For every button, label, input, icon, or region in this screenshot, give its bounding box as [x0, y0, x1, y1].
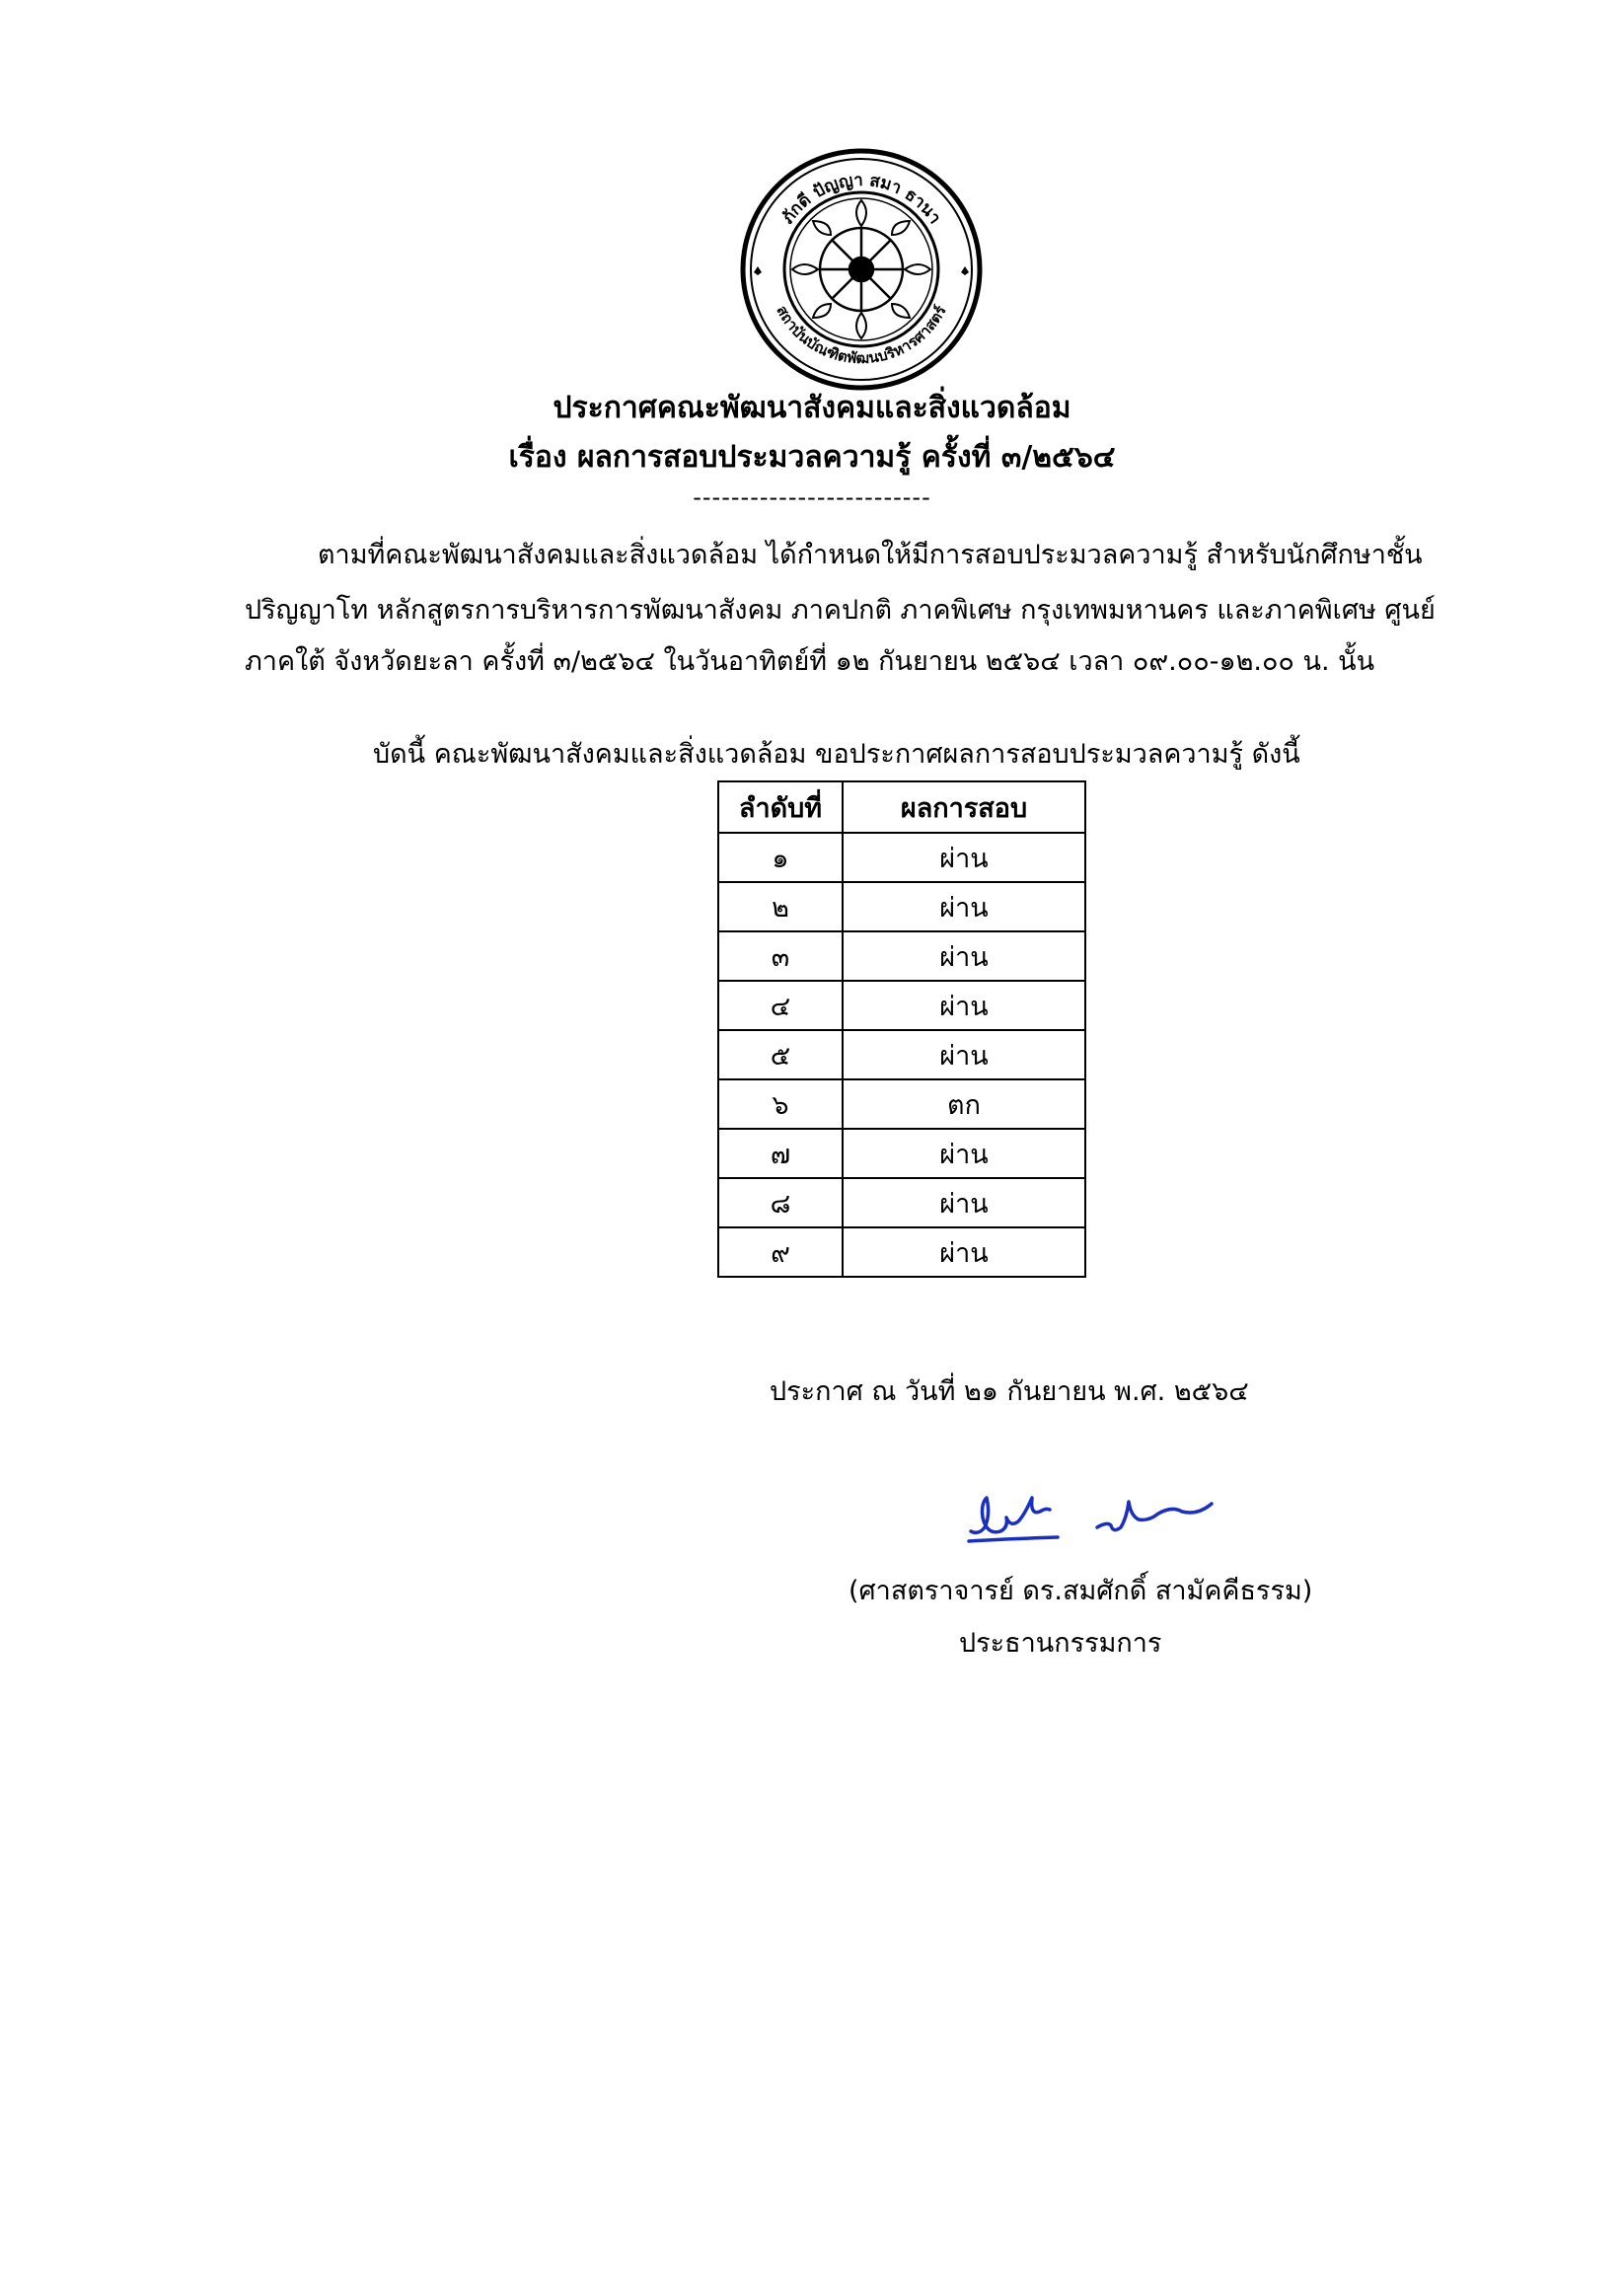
results-table	[717, 780, 1086, 1278]
row-result: ผ่าน	[843, 1129, 1085, 1178]
paragraph-line-1: ตามที่คณะพัฒนาสังคมและสิ่งแวดล้อม ได้กำหนดให้มีการสอบประมวลความรู้ สำหรับนักศึกษาชั้น	[318, 540, 1423, 570]
table-row	[718, 1129, 1085, 1178]
institution-seal-logo	[738, 146, 985, 393]
row-result: ผ่าน	[843, 931, 1085, 981]
signer-name: (ศาสตราจารย์ ดร.สมศักดิ์ สามัคคีธรรม)	[849, 1576, 1313, 1606]
paragraph-line-2: ปริญญาโท หลักสูตรการบริหารการพัฒนาสังคม ภาคปกติ ภาคพิเศษ กรุงเทพมหานคร และภาคพิเศษ ศูนย์	[245, 595, 1436, 626]
table-row	[718, 981, 1085, 1030]
signer-title: ประธานกรรมการ	[959, 1628, 1162, 1659]
table-row	[718, 882, 1085, 931]
table-row	[718, 1079, 1085, 1129]
row-order: ๙	[718, 1227, 843, 1277]
row-order: ๒	[718, 882, 843, 931]
table-row	[718, 931, 1085, 981]
header-order: ลำดับที่	[718, 781, 843, 833]
table-row	[718, 1227, 1085, 1277]
announcement-subject: เรื่อง ผลการสอบประมวลความรู้ ครั้งที่ ๓/๒๕๖๔	[508, 440, 1116, 475]
announcement-title: ประกาศคณะพัฒนาสังคมและสิ่งแวดล้อม	[553, 391, 1071, 425]
row-order: ๕	[718, 1030, 843, 1079]
table-row	[718, 1178, 1085, 1227]
table-header-row	[718, 781, 1085, 833]
table-row	[718, 1030, 1085, 1079]
row-order: ๖	[718, 1079, 843, 1129]
header-result: ผลการสอบ	[843, 781, 1085, 833]
separator-line: -------------------------	[693, 483, 931, 511]
announcement-dateline: ประกาศ ณ วันที่ ๒๑ กันยายน พ.ศ. ๒๕๖๔	[770, 1376, 1249, 1407]
row-result: ผ่าน	[843, 882, 1085, 931]
table-row	[718, 833, 1085, 882]
row-result: ตก	[843, 1079, 1085, 1129]
paragraph-line-3: ภาคใต้ จังหวัดยะลา ครั้งที่ ๓/๒๕๖๔ ในวันอาทิตย์ที่ ๑๒ กันยายน ๒๕๖๔ เวลา ๐๙.๐๐-๑๒.๐๐ น. นั้น	[245, 646, 1375, 677]
announce-line: บัดนี้ คณะพัฒนาสังคมและสิ่งแวดล้อม ขอประกาศผลการสอบประมวลความรู้ ดังนี้	[373, 739, 1300, 770]
signature-image	[949, 1480, 1235, 1559]
seal-bottom-text: สถาบันบัณฑิตพัฒนบริหารศาสตร์	[773, 302, 950, 368]
row-result: ผ่าน	[843, 1227, 1085, 1277]
row-result: ผ่าน	[843, 1030, 1085, 1079]
row-order: ๗	[718, 1129, 843, 1178]
row-result: ผ่าน	[843, 1178, 1085, 1227]
row-order: ๑	[718, 833, 843, 882]
row-result: ผ่าน	[843, 833, 1085, 882]
row-order: ๔	[718, 981, 843, 1030]
row-order: ๘	[718, 1178, 843, 1227]
row-order: ๓	[718, 931, 843, 981]
row-result: ผ่าน	[843, 981, 1085, 1030]
seal-top-text: ภักดี ปัญญา สมา ธานา	[777, 170, 945, 228]
